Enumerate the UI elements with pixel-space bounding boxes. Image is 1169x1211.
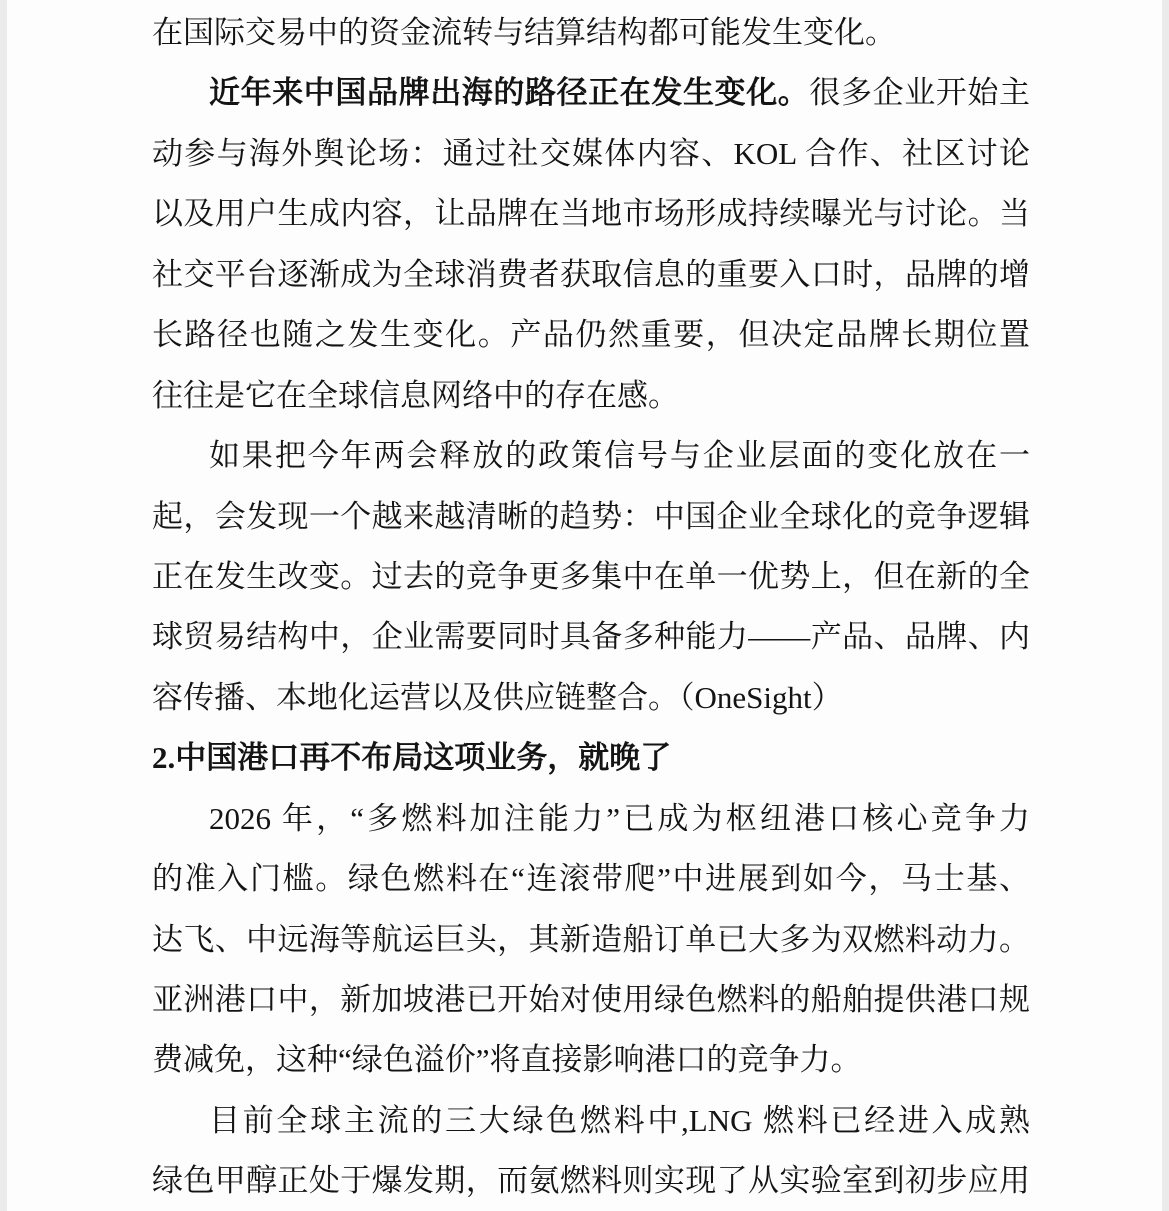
paragraph-first-line: 2026 年，“多燃料加注能力”已成为枢纽港口核心竞争力 [209, 800, 1030, 836]
text-line: 社交平台逐渐成为全球消费者获取信息的重要入口时，品牌的增 [152, 256, 1030, 292]
page-edge-right [1162, 0, 1169, 1211]
paragraph-first-line: 目前全球主流的三大绿色燃料中,LNG 燃料已经进入成熟 [209, 1102, 1030, 1138]
page-edge-left [0, 0, 7, 1211]
text-block [152, 3, 1030, 1211]
paragraph-end-line: 费减免，这种“绿色溢价”将直接影响港口的竞争力。 [152, 1042, 862, 1078]
paragraph-end-line: 容传播、本地化运营以及供应链整合。（OneSight） [152, 679, 843, 715]
paragraph-end-line: 往往是它在全球信息网络中的存在感。 [152, 377, 679, 413]
text-line: 亚洲港口中，新加坡港已开始对使用绿色燃料的船舶提供港口规 [152, 982, 1030, 1017]
text-line: 球贸易结构中，企业需要同时具备多种能力——产品、品牌、内 [152, 619, 1030, 655]
text-line: 的准入门槛。绿色燃料在“连滚带爬”中进展到如今，马士基、 [152, 861, 1030, 897]
bold-lead-text: 近年来中国品牌出海的路径正在发生变化。 [209, 75, 810, 111]
paragraph-end-line: 在国际交易中的资金流转与结算结构都可能发生变化。 [152, 15, 896, 50]
text-line: 绿色甲醇正处于爆发期，而氨燃料则实现了从实验室到初步应用 [152, 1163, 1030, 1199]
paragraph-first-line [152, 63, 1030, 123]
text-line: 长路径也随之发生变化。产品仍然重要，但决定品牌长期位置 [152, 317, 1030, 353]
text-line: 达飞、中远海等航运巨头，其新造船订单已大多为双燃料动力。 [152, 921, 1030, 957]
text-line: 以及用户生成内容，让品牌在当地市场形成持续曝光与讨论。当 [152, 196, 1030, 232]
paragraph-first-line: 如果把今年两会释放的政策信号与企业层面的变化放在一 [209, 438, 1030, 474]
text-line: 起，会发现一个越来越清晰的趋势：中国企业全球化的竞争逻辑 [152, 498, 1030, 534]
section-heading: 2.中国港口再不布局这项业务，就晚了 [152, 740, 672, 776]
text-line: 动参与海外舆论场：通过社交媒体内容、KOL 合作、社区讨论 [152, 135, 1030, 171]
body-text: 很多企业开始主 [809, 75, 1030, 111]
text-line: 正在发生改变。过去的竞争更多集中在单一优势上，但在新的全 [152, 558, 1030, 594]
